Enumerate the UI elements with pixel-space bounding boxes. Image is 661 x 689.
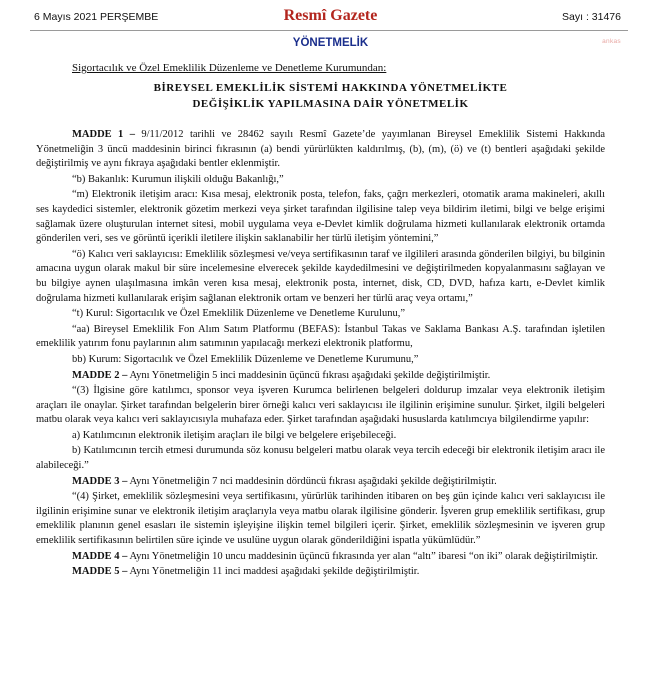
watermark: ankas [602,38,621,45]
paragraph [36,565,605,580]
paragraph [36,490,605,548]
issuing-institution: Sigortacılık ve Özel Emeklilik Düzenleme ve Denetleme Kurumundan: [72,62,387,74]
paragraph-text: a) Katılımcının elektronik iletişim araçları ile bilgi ve belgelere erişebileceği. [72,429,397,441]
paragraph-text: “m) Elektronik iletişim aracı: Kısa mesaj, elektronik posta, telefon, faks, çağrı merkezleri, otomatik arama makineleri, akıllı ses kaydedici sistemler, elektronik gözetim merkezi veya şirket tarafından ilgilisine talep veya bildirim iletimi, bilgi ve belge erişimi sağlamak üzere oluşturulan internet sitesi, mobil uygulama veya e-Devlet kimlik doğrulama hizmeti kullanılarak elektronik ortamda gönderilen veri, ses ve görüntü içerikli iletilere ilişkin saklanabilir her türlü iletişim yöntemini,” [36,189,605,245]
paragraph-text: “(3) İlgisine göre katılımcı, sponsor veya işveren Kurumca belirlenen belgeleri doldurup imzalar veya elektronik iletişim araçları ile onaylar. Şirket tarafından belgelerin birer örneği kalıcı veri saklayıcısı ile ilgilinin erişimine sunulur. Şirket, ilgili belgeleri matbu olarak veya kalıcı veri saklayıcısıyla muhafaza eder. Şirket tarafından aşağıdaki hususlarda katılımcıya bilgilendirme yapılır: [36,385,605,426]
paragraph [36,444,605,473]
header-divider [30,30,628,31]
paragraph [36,323,605,352]
page-header [0,0,661,34]
paragraph [36,353,605,368]
paragraph-text: bb) Kurum: Sigortacılık ve Özel Emeklilik Düzenleme ve Denetleme Kurumunu,” [72,353,419,365]
paragraph [36,429,605,444]
paragraph-text: Aynı Yönetmeliğin 11 inci maddesi aşağıdaki şekilde değiştirilmiştir. [127,566,420,578]
paragraph-text: Aynı Yönetmeliğin 7 nci maddesinin dördüncü fıkrası aşağıdaki şekilde değiştirilmiştir. [127,475,497,487]
regulation-title-line-1: BİREYSEL EMEKLİLİK SİSTEMİ HAKKINDA YÖNETMELİKTE [153,82,508,94]
article-label: MADDE 4 – [72,550,128,562]
paragraph-text: “ö) Kalıcı veri saklayıcısı: Emeklilik sözleşmesi ve/veya sertifikasının taraf ve ilgilileri arasında gönderilen bilgiyi, bu bilginin amacına uygun olarak makul bir süre incelemesine elverecek şekilde kaydedilmesini ve değiştirilmeden kopyalanmasını sağlayan ve bu bilgiye aynen ulaşılmasına imkân veren kısa mesaj, elektronik posta, internet, disk, CD, DVD, hafıza kartı, e-Devlet kimlik doğrulama hizmeti kullanılarak erişim sağlanan elektronik ortam ve benzeri her türlü araç veya ortamı,” [36,248,605,304]
paragraph-text: “t) Kurul: Sigortacılık ve Özel Emeklilik Düzenleme ve Denetleme Kurulunu,” [72,308,405,320]
article-label: MADDE 5 – [72,566,128,578]
paragraph [36,475,605,490]
paragraph-text: “b) Bakanlık: Kurumun ilişkili olduğu Bakanlığı,” [72,173,284,185]
paragraph-text: 9/11/2012 tarihli ve 28462 sayılı Resmî Gazete’de yayımlanan Bireysel Emeklilik Sistemi Hakkında Yönetmeliğin 3 üncü maddesinin birinci fıkrasının (a) bendi yürürlükten kaldırılmış, (b), (m), (ö) ve (t) bentleri aşağıdaki şekilde değiştirilmiş ve aynı fıkraya aşağıdaki bentler eklenmiştir. [36,129,605,170]
article-label: MADDE 1 – [72,129,135,140]
paragraph [36,128,605,172]
article-label: MADDE 2 – [72,369,128,381]
paragraph-text: Aynı Yönetmeliğin 10 uncu maddesinin üçüncü fıkrasında yer alan “altı” ibaresi “on iki” olarak değiştirilmiştir. [127,550,598,562]
regulation-body [36,128,605,580]
issue-date: 6 Mayıs 2021 PERŞEMBE [34,11,159,23]
paragraph [36,369,605,384]
regulation-title-line-2: DEĞİŞİKLİK YAPILMASINA DAİR YÖNETMELİK [192,98,469,110]
paragraph [36,307,605,322]
paragraph-text: “(4) Şirket, emeklilik sözleşmesini veya sertifikasını, yürürlük tarihinden itibaren on beş gün içinde kalıcı veri saklayıcısı ile ilgilinin erişimine sunar ve elektronik iletişim araçlarıyla veya matbu olarak ilgilisine gönderir. İşveren grup emeklilik sertifikası, grup emeklilik planının genel esasları ile sistemin işleyişine ilişkin temel bilgileri içerir. Şirket, emeklilik sözleşmesinin ve işveren grup emeklilik sertifikasının belirtilen süre içinde ve usulüne uygun olarak gönderildiğini ispatla yükümlüdür.” [36,491,605,547]
gazette-title: Resmî Gazete [283,7,378,24]
regulation-title [0,80,661,112]
paragraph [36,188,605,246]
issue-number: Sayı : 31476 [562,11,621,23]
paragraph-text: “aa) Bireysel Emeklilik Fon Alım Satım Platformu (BEFAS): İstanbul Takas ve Saklama Bankası A.Ş. tarafından işletilen emeklilik yatırım fonu paylarının alım satımının yapılacağı merkezi elektronik platformu, [36,323,605,350]
article-label: MADDE 3 – [72,475,128,487]
paragraph [36,550,605,565]
section-heading: YÖNETMELİK [292,37,369,49]
paragraph-text: b) Katılımcının tercih etmesi durumunda söz konusu belgeleri matbu olarak veya tercih edeceği bir elektronik iletişim aracı ile alabileceği.” [36,445,605,472]
paragraph-text: Aynı Yönetmeliğin 5 inci maddesinin üçüncü fıkrası aşağıdaki şekilde değiştirilmiştir. [127,369,491,381]
paragraph [36,173,605,188]
paragraph [36,248,605,306]
paragraph [36,384,605,428]
